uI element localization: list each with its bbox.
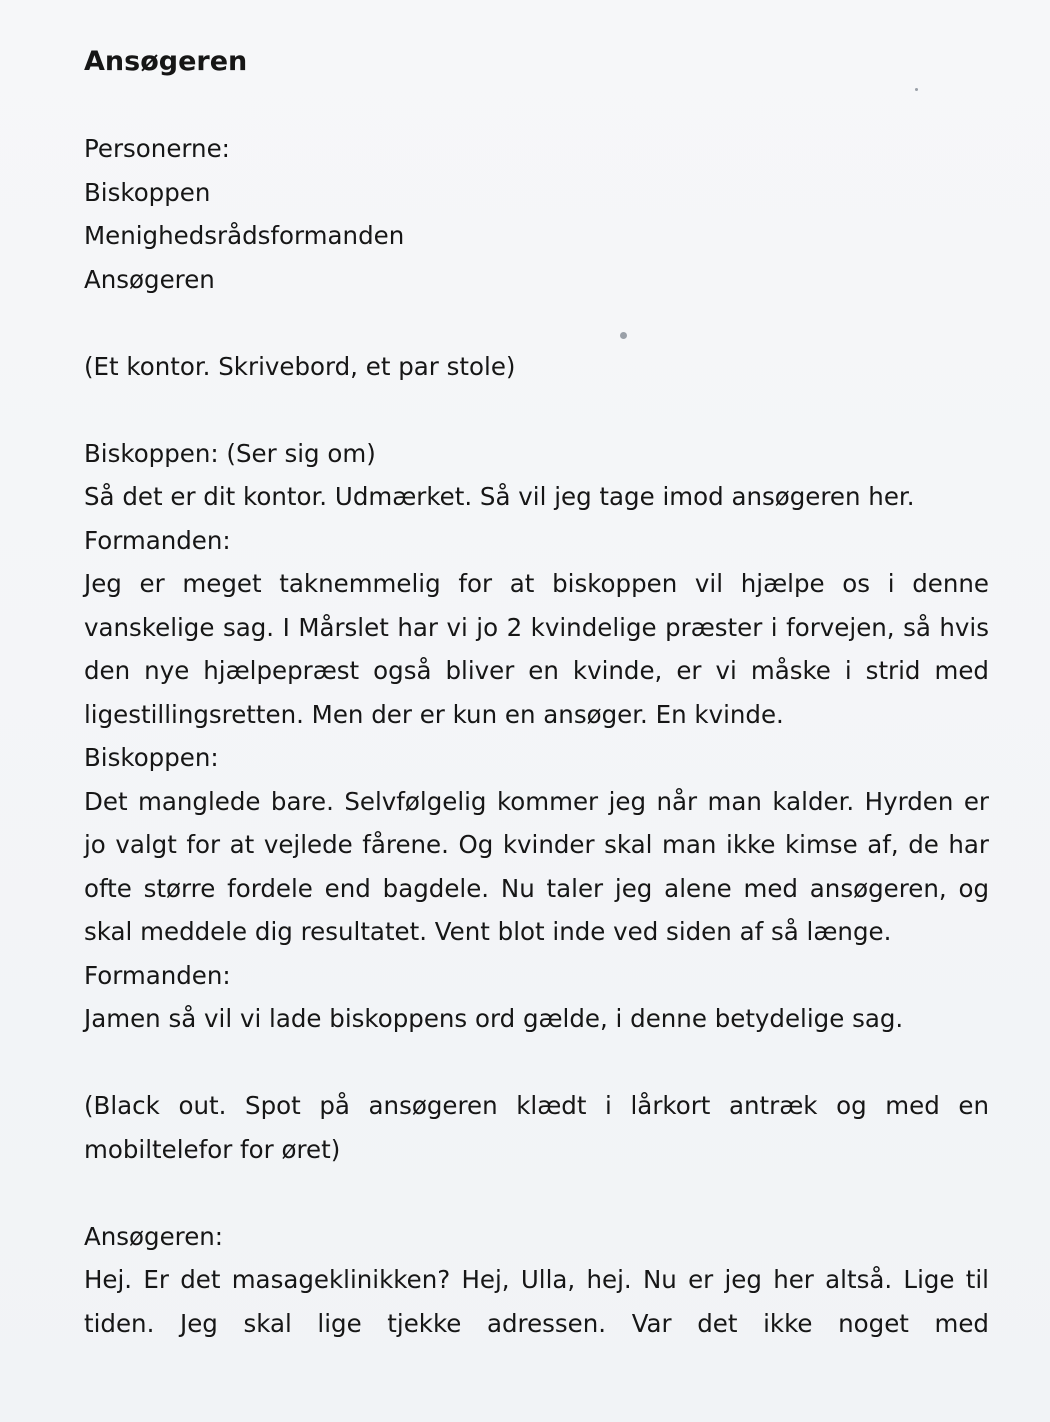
blank-line — [84, 84, 989, 128]
cast-member: Biskoppen — [84, 177, 211, 207]
dialogue-line: Jeg er meget taknemmelig for at biskoppen vil hjælpe os i denne vanskelige sag. I Mårslet har vi jo 2 kvindelige præster i forvejen, så hvis den nye hjælpepræst også bliver en kvinde, er vi måske i strid med ligestillingsretten. Men der er kun en ansøger. En kvinde. — [84, 569, 989, 729]
speaker-label: Biskoppen: — [84, 743, 219, 772]
blank-line — [84, 1041, 989, 1085]
blank-line — [84, 301, 989, 345]
speaker-label: Biskoppen: (Ser sig om) — [84, 438, 376, 468]
cast-heading: Personerne: — [84, 134, 230, 163]
dialogue-line: Jamen så vil vi lade biskoppens ord gælde, i denne betydelige sag. — [84, 1004, 904, 1033]
cast-member: Menighedsrådsformanden — [84, 221, 405, 250]
speaker-label: Ansøgeren: — [84, 1221, 224, 1251]
setting-direction: (Et kontor. Skrivebord, et par stole) — [84, 351, 516, 381]
blank-line — [84, 388, 989, 432]
cast-member: Ansøgeren — [84, 264, 215, 294]
document-body — [84, 40, 989, 1345]
blank-line — [84, 1171, 989, 1215]
speaker-label: Formanden: — [84, 525, 231, 555]
dialogue-line: Det manglede bare. Selvfølgelig kommer jeg når man kalder. Hyrden er jo valgt for at vejlede fårene. Og kvinder skal man ikke kimse af, de har ofte større fordele end bagdele. Nu taler jeg alene med ansøgeren, og skal meddele dig resultatet. Vent blot inde ved siden af så længe. — [84, 786, 989, 946]
dialogue-line: Hej. Er det masageklinikken? Hej, Ulla, hej. Nu er jeg her altså. Lige til tiden. Jeg skal lige tjekke adressen. Var det ikke noget med — [84, 1265, 989, 1338]
dialogue-line: Så det er dit kontor. Udmærket. Så vil jeg tage imod ansøgeren her. — [84, 482, 915, 511]
speaker-label: Formanden: — [84, 960, 231, 990]
stage-direction: (Black out. Spot på ansøgeren klædt i lårkort antræk og med en mobiltelefor for øret) — [84, 1091, 989, 1164]
document-title: Ansøgeren — [84, 46, 248, 77]
